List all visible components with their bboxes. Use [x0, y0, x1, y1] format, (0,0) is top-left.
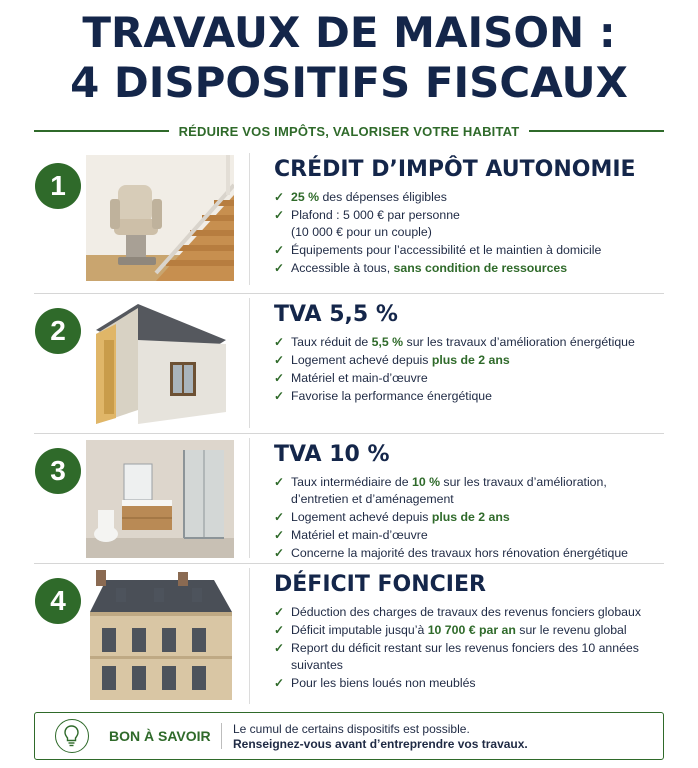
check-icon: ✓	[274, 528, 285, 542]
bullet-list	[274, 189, 664, 277]
list-item: ✓ Déficit imputable jusqu’à 10 700 € par an sur le revenu global	[274, 623, 627, 637]
list-item: ✓ Équipements pour l’accessibilité et le maintien à domicile	[274, 243, 602, 257]
section-credit-impot	[34, 153, 664, 285]
section-number-badge: 4	[35, 578, 81, 624]
insulated-house-photo	[86, 300, 234, 426]
check-icon: ✓	[274, 371, 285, 385]
good-to-know-label: BON À SAVOIR	[109, 728, 211, 744]
section-number-badge: 2	[35, 308, 81, 354]
list-item: ✓ Plafond : 5 000 € par personne	[274, 208, 460, 222]
section-divider	[249, 153, 250, 285]
list-item: ✓ Taux réduit de 5,5 % sur les travaux d’amélioration énergétique	[274, 335, 635, 349]
section-content	[274, 442, 664, 563]
section-title: TVA 10 %	[274, 442, 390, 467]
bullet-list	[274, 334, 664, 405]
section-number-badge: 3	[35, 448, 81, 494]
list-item: ✓ Logement achevé depuis plus de 2 ans	[274, 510, 510, 524]
section-deficit-foncier	[34, 568, 664, 704]
check-icon: ✓	[274, 623, 285, 637]
list-item: ✓ Matériel et main-d’œuvre	[274, 371, 428, 385]
check-icon: ✓	[274, 208, 285, 222]
good-to-know-line-2: Renseignez-vous avant d’entreprendre vos travaux.	[233, 737, 528, 751]
section-divider	[249, 568, 250, 704]
title-line-2: 4 DISPOSITIFS FISCAUX	[70, 58, 628, 107]
check-icon: ✓	[274, 641, 285, 655]
lightbulb-icon	[55, 719, 89, 753]
check-icon: ✓	[274, 605, 285, 619]
good-to-know-text	[233, 722, 528, 752]
section-content	[274, 157, 664, 278]
bathroom-photo	[86, 440, 234, 558]
title-line-1: TRAVAUX DE MAISON :	[82, 8, 616, 57]
bullet-list	[274, 474, 664, 562]
section-content	[274, 572, 664, 693]
subtitle: RÉDUIRE VOS IMPÔTS, VALORISER VOTRE HABITAT	[178, 123, 520, 139]
section-separator	[34, 433, 664, 434]
check-icon: ✓	[274, 676, 285, 690]
list-item: ✓ 25 % des dépenses éligibles	[274, 190, 447, 204]
check-icon: ✓	[274, 261, 285, 275]
section-content	[274, 302, 664, 406]
list-item: (10 000 € pour un couple)	[291, 225, 432, 239]
section-divider	[249, 298, 250, 428]
section-tva-5-5	[34, 298, 664, 428]
check-icon: ✓	[274, 353, 285, 367]
stairlift-photo	[86, 155, 234, 281]
list-item: ✓ Pour les biens loués non meublés	[274, 676, 476, 690]
check-icon: ✓	[274, 335, 285, 349]
section-number-badge: 1	[35, 163, 81, 209]
good-to-know-line-1: Le cumul de certains dispositifs est possible.	[233, 722, 470, 736]
good-to-know-box	[34, 712, 664, 760]
bullet-list	[274, 604, 664, 692]
section-tva-10	[34, 438, 664, 558]
page-title	[0, 8, 698, 108]
list-item: ✓ Concerne la majorité des travaux hors rénovation énergétique	[274, 546, 628, 560]
check-icon: ✓	[274, 510, 285, 524]
subtitle-rule-right	[529, 130, 664, 132]
section-title: TVA 5,5 %	[274, 302, 398, 327]
section-divider	[249, 438, 250, 558]
list-item: ✓ Logement achevé depuis plus de 2 ans	[274, 353, 510, 367]
subtitle-rule-left	[34, 130, 169, 132]
apartment-building-photo	[86, 570, 234, 700]
list-item: ✓ Taux intermédiaire de 10 % sur les travaux d’amélioration, d’entretien et d’aménagement	[274, 475, 607, 506]
section-title: DÉFICIT FONCIER	[274, 572, 486, 597]
box-divider	[221, 723, 222, 749]
check-icon: ✓	[274, 389, 285, 403]
list-item: ✓ Déduction des charges de travaux des revenus fonciers globaux	[274, 605, 641, 619]
check-icon: ✓	[274, 190, 285, 204]
check-icon: ✓	[274, 546, 285, 560]
list-item: ✓ Matériel et main-d’œuvre	[274, 528, 428, 542]
list-item: ✓ Accessible à tous, sans condition de ressources	[274, 261, 568, 275]
list-item: ✓ Report du déficit restant sur les revenus fonciers des 10 années suivantes	[274, 641, 639, 672]
list-item: ✓ Favorise la performance énergétique	[274, 389, 492, 403]
subtitle-row	[34, 121, 664, 141]
section-title: CRÉDIT D’IMPÔT AUTONOMIE	[274, 157, 636, 182]
section-separator	[34, 563, 664, 564]
section-separator	[34, 293, 664, 294]
check-icon: ✓	[274, 243, 285, 257]
check-icon: ✓	[274, 475, 285, 489]
